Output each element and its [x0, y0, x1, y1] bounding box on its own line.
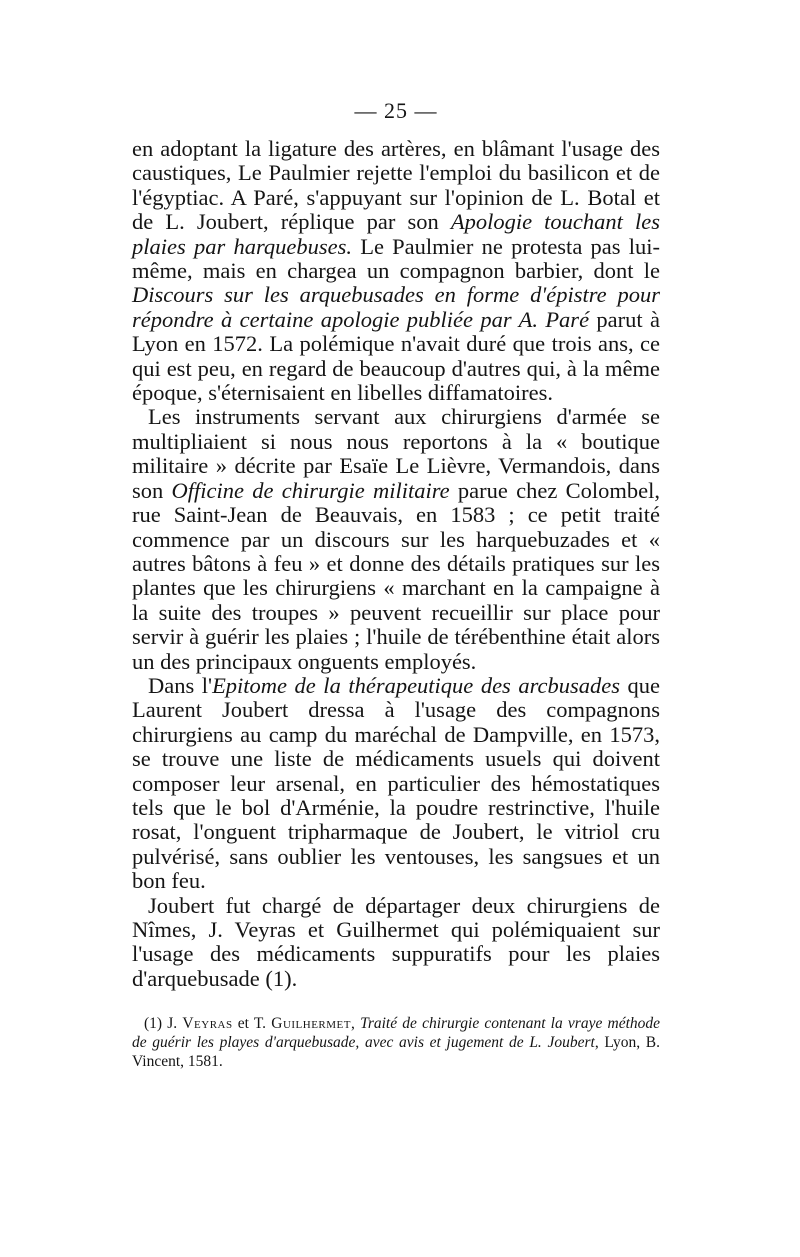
footnote-title: Traité de chirurgie contenant la vraye méthode de guérir les playes d'arquebusade, avec avis et jugement de L. Joubert — [132, 1015, 661, 1052]
paragraph-1-text: parut à Lyon en 1572. La polémique n'avait duré que trois ans, ce qui est peu, en regard de beaucoup d'autres qui, à la même époque, s'éternisaient en libelles diffamatoires. — [132, 306, 660, 406]
paragraph-4 — [132, 894, 660, 992]
title-apologie: Apologie touchant les plaies par harquebuses. — [132, 209, 661, 259]
book-page — [132, 98, 660, 1071]
paragraph-2 — [132, 405, 660, 673]
footnote-text: , — [351, 1015, 361, 1033]
paragraph-3 — [132, 674, 660, 894]
paragraph-1-text: en adoptant la ligature des artères, en blâmant l'usage des caustiques, Le Paulmier rejette l'emploi du basilicon et de l'égyptiac. A Paré, s'appuyant sur l'opinion de L. Botal et de L. Joubert, réplique par son — [132, 136, 660, 235]
paragraph-3-text: Dans l' — [148, 672, 213, 698]
paragraph-2-text: Les instruments servant aux chirurgiens d'armée se multipliaient si nous nous reportons à la « boutique militaire » décrite par Esaïe Le Lièvre, Vermandois, dans son — [132, 404, 660, 503]
title-officine: Officine de chirurgie militaire — [171, 477, 450, 503]
author-name: Veyras — [182, 1015, 233, 1033]
footnote-text: , Lyon, B. Vincent, 1581. — [132, 1034, 661, 1071]
title-discours: Discours sur les arquebusades en forme d'épistre pour répondre à certaine apologie publiée par A. Paré — [132, 282, 660, 332]
paragraph-1 — [132, 137, 660, 405]
title-epitome: Epitome de la thérapeutique des arcbusades — [212, 672, 620, 698]
paragraph-2-text: parue chez Colombel, rue Saint-Jean de Beauvais, en 1583 ; ce petit traité commence par un discours sur les harquebuzades et « autres bâtons à feu » et donne des détails pratiques sur les plantes que les chirurgiens « marchant en la campaigne à la suite des troupes » peuvent recueillir sur place pour servir à guérir les plaies ; l'huile de térébenthine était alors un des principaux onguents employés. — [132, 477, 660, 674]
footnote-text: (1) J. — [144, 1015, 183, 1033]
body-text — [132, 137, 660, 991]
footnote — [132, 1014, 660, 1071]
paragraph-3-text: que Laurent Joubert dressa à l'usage des compagnons chirurgiens au camp du maréchal de Dampville, en 1573, se trouve une liste de médicaments usuels qui doivent composer leur arsenal, en particulier des hémostatiques tels que le bol d'Arménie, la poudre restrinctive, l'huile rosat, l'onguent tripharmaque de Joubert, le vitriol cru pulvérisé, sans oublier les ventouses, les sangsues et un bon feu. — [132, 672, 660, 894]
paragraph-4-text: Joubert fut chargé de départager deux chirurgiens de Nîmes, J. Veyras et Guilhermet qui polémiquaient sur l'usage des médicaments suppuratifs pour les plaies d'arquebusade (1). — [132, 892, 660, 991]
footnote-text: et T. — [232, 1015, 272, 1033]
author-name: Guilhermet — [271, 1015, 351, 1033]
page-number: — 25 — — [354, 98, 438, 123]
paragraph-1-text: Le Paulmier ne protesta pas lui-même, mais en chargea un compagnon barbier, dont le — [132, 233, 660, 284]
